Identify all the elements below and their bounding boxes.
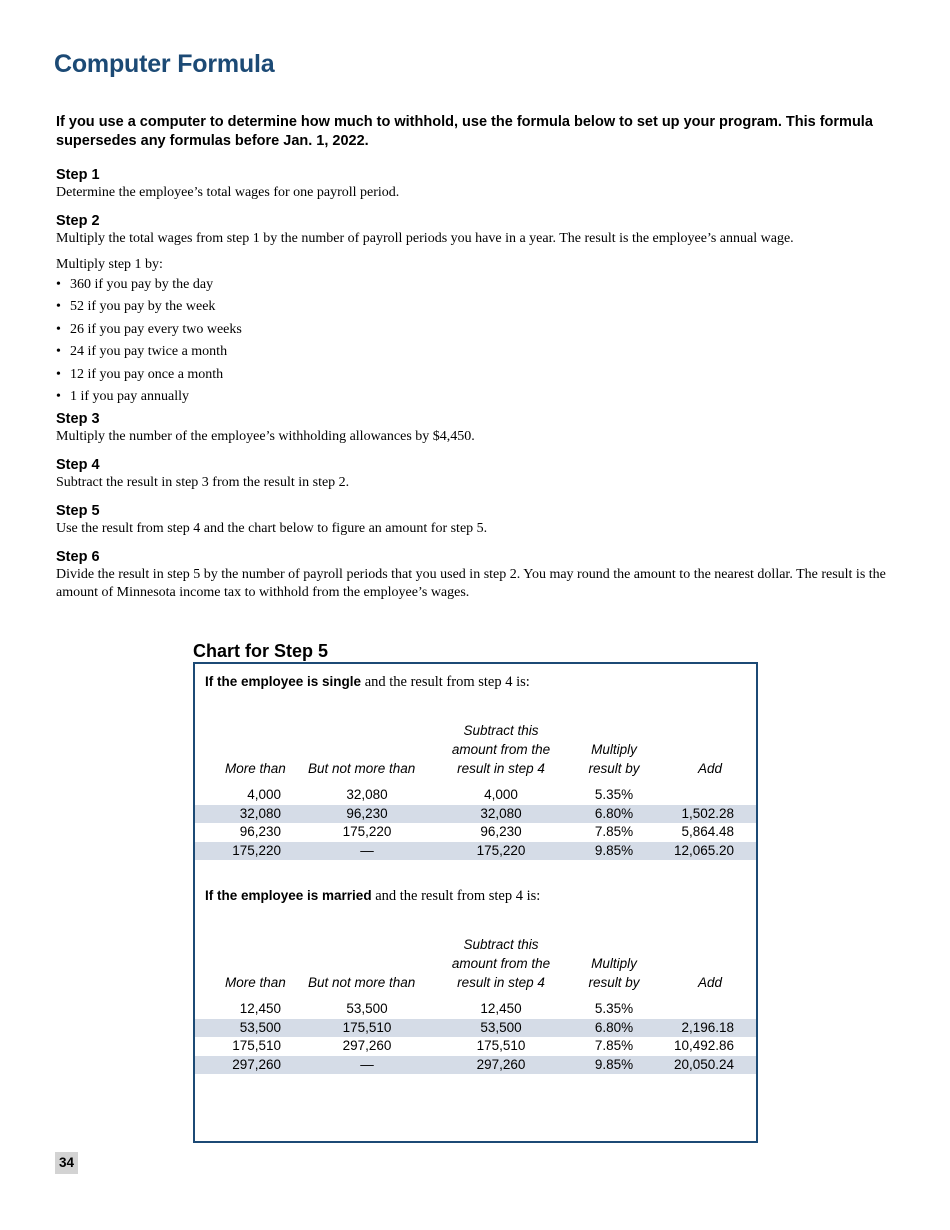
step-text: Determine the employee’s total wages for one payroll period. <box>56 185 400 200</box>
pay-period-list <box>56 274 906 408</box>
step-4 <box>56 456 906 492</box>
step-heading: Step 2 <box>56 213 100 229</box>
table-row <box>195 842 756 861</box>
table-row <box>195 1037 756 1056</box>
cell-not-more-than: — <box>360 1056 374 1072</box>
cell-more-than: 175,510 <box>232 1038 281 1053</box>
step-text: Divide the result in step 5 by the number of payroll periods that you used in step 2. You may round the amount to the nearest dollar. The result is the amount of Minnesota income tax to withhold from the employee’s wages. <box>56 567 886 601</box>
header-subtract: Subtract this amount from the result in step 4 <box>451 723 551 776</box>
section-label <box>205 886 756 906</box>
step-6 <box>56 548 906 602</box>
cell-subtract: 175,220 <box>476 842 526 858</box>
cell-not-more-than: 96,230 <box>346 805 388 821</box>
table-body <box>195 1000 756 1074</box>
cell-subtract: 4,000 <box>484 787 518 802</box>
cell-add: 10,492.86 <box>673 1038 734 1053</box>
married-section <box>195 886 756 1074</box>
table-body <box>195 786 756 860</box>
cell-more-than: 4,000 <box>247 787 281 802</box>
header-multiply: Multiply result by <box>588 956 640 990</box>
table-row <box>195 786 756 805</box>
cell-multiply: 6.80% <box>594 805 634 821</box>
list-item: • 24 if you pay twice a month <box>56 341 906 363</box>
page-title: Computer Formula <box>54 50 275 78</box>
table-row <box>195 1000 756 1019</box>
header-but-not-more-than: But not more than <box>308 761 416 776</box>
section-label-bold: If the employee is single <box>205 674 362 689</box>
list-item: • 360 if you pay by the day <box>56 274 906 296</box>
header-add: Add <box>697 761 723 776</box>
table-row <box>195 805 756 824</box>
cell-not-more-than: 175,220 <box>342 824 392 839</box>
cell-more-than: 96,230 <box>239 824 281 839</box>
step-3 <box>56 410 906 446</box>
section-label <box>205 672 756 692</box>
step-heading: Step 1 <box>56 167 100 183</box>
cell-more-than: 32,080 <box>239 805 281 821</box>
cell-subtract: 96,230 <box>480 824 522 839</box>
list-item: • 26 if you pay every two weeks <box>56 319 906 341</box>
step-heading: Step 3 <box>56 411 100 428</box>
cell-not-more-than: 297,260 <box>342 1038 392 1053</box>
cell-add: 12,065.20 <box>673 842 734 858</box>
list-item: • 52 if you pay by the week <box>56 296 906 318</box>
table-row <box>195 823 756 842</box>
header-but-not-more-than: But not more than <box>308 975 416 990</box>
list-item: • 12 if you pay once a month <box>56 364 906 386</box>
cell-multiply: 9.85% <box>594 1056 634 1072</box>
header-subtract: Subtract this amount from the result in step 4 <box>451 937 551 990</box>
cell-not-more-than: 32,080 <box>346 787 388 802</box>
step-2 <box>56 212 906 408</box>
step-text: Multiply the total wages from step 1 by the number of payroll periods you have in a year. The result is the employee’s annual wage. <box>56 231 794 246</box>
section-label-text: and the result from step 4 is: <box>361 674 530 690</box>
section-label-bold: If the employee is married <box>205 888 372 903</box>
cell-add: 2,196.18 <box>681 1019 734 1035</box>
steps-section <box>56 166 906 602</box>
header-more-than: More than <box>225 975 286 990</box>
cell-subtract: 32,080 <box>480 805 522 821</box>
cell-add: 1,502.28 <box>681 805 734 821</box>
cell-add: 5,864.48 <box>681 824 734 839</box>
cell-not-more-than: 175,510 <box>342 1019 392 1035</box>
header-add: Add <box>697 975 723 990</box>
chart-title: Chart for Step 5 <box>193 641 329 661</box>
cell-multiply: 9.85% <box>594 842 634 858</box>
cell-multiply: 5.35% <box>594 1001 634 1016</box>
cell-multiply: 7.85% <box>594 1038 634 1053</box>
step-heading: Step 5 <box>56 503 100 520</box>
step-heading: Step 4 <box>56 457 100 474</box>
step-text: Use the result from step 4 and the chart below to figure an amount for step 5. <box>56 521 488 537</box>
cell-not-more-than: 53,500 <box>346 1001 388 1016</box>
cell-add: 20,050.24 <box>673 1056 734 1072</box>
list-item: • 1 if you pay annually <box>56 386 906 408</box>
table-header <box>195 924 756 992</box>
table-header <box>195 710 756 778</box>
step-5 <box>56 502 906 538</box>
cell-subtract: 297,260 <box>476 1056 526 1072</box>
page-number: 34 <box>55 1152 78 1174</box>
section-label-text: and the result from step 4 is: <box>371 888 541 904</box>
cell-subtract: 12,450 <box>480 1001 522 1016</box>
cell-subtract: 53,500 <box>480 1019 522 1035</box>
table-row <box>195 1019 756 1038</box>
step-1 <box>56 166 906 202</box>
cell-more-than: 175,220 <box>232 842 281 858</box>
header-multiply: Multiply result by <box>588 742 640 776</box>
step-heading: Step 6 <box>56 549 100 566</box>
cell-multiply: 7.85% <box>594 824 634 839</box>
cell-more-than: 297,260 <box>232 1056 281 1072</box>
cell-multiply: 5.35% <box>594 787 634 802</box>
cell-not-more-than: — <box>360 842 374 858</box>
table-row <box>195 1056 756 1075</box>
cell-more-than: 12,450 <box>239 1001 281 1016</box>
intro-paragraph: If you use a computer to determine how much to withhold, use the formula below to set up your program. This formula supersedes any formulas before Jan. 1, 2022. <box>56 114 873 149</box>
cell-multiply: 6.80% <box>594 1019 634 1035</box>
step-text: Subtract the result in step 3 from the result in step 2. <box>56 475 350 491</box>
cell-more-than: 53,500 <box>239 1019 281 1035</box>
header-more-than: More than <box>225 761 286 776</box>
cell-subtract: 175,510 <box>476 1038 526 1053</box>
step-subtext: Multiply step 1 by: <box>56 257 163 272</box>
step-text: Multiply the number of the employee’s withholding allowances by $4,450. <box>56 429 475 445</box>
tax-rate-chart <box>193 662 758 1143</box>
single-section <box>195 672 756 860</box>
